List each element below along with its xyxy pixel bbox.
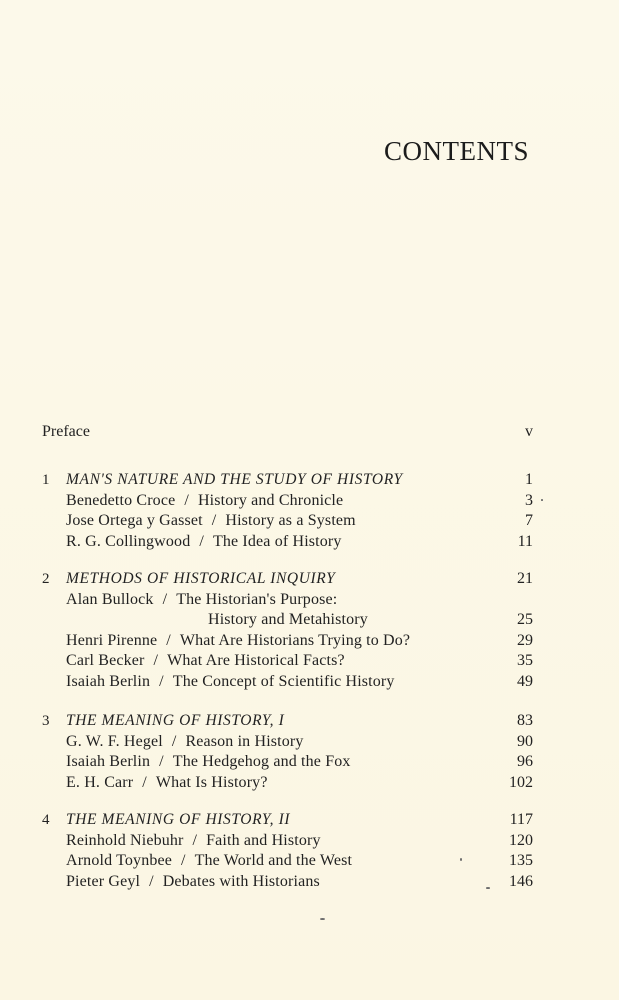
entry-work: The Historian's Purpose: <box>176 590 338 608</box>
entry-work: History and Chronicle <box>197 491 344 509</box>
entry-work: Faith and History <box>206 831 321 849</box>
section-number: 1 <box>42 472 50 488</box>
preface-label: Preface <box>42 423 90 440</box>
section-page: 117 <box>509 811 533 828</box>
toc-entry <box>42 872 533 893</box>
entry-author: Jose Ortega y Gasset <box>66 512 203 529</box>
entry-page: 120 <box>509 831 533 849</box>
entry-author: Carl Becker <box>66 652 145 669</box>
entry-separator: / <box>159 672 164 690</box>
section-2 <box>42 569 533 692</box>
preface-entry <box>42 423 533 441</box>
entry-separator: / <box>184 491 189 509</box>
entry-page: 11 <box>517 532 533 550</box>
section-number: 4 <box>42 812 50 828</box>
entry-separator: / <box>199 532 204 550</box>
section-page: 83 <box>517 712 533 729</box>
entry-page: 102 <box>509 773 533 791</box>
entry-author: R. G. Collingwood <box>66 532 191 550</box>
section-number: 3 <box>42 713 50 729</box>
entry-separator: / <box>211 512 217 529</box>
toc-entry <box>42 532 533 553</box>
entry-author: E. H. Carr <box>66 773 134 791</box>
section-title: MAN'S NATURE AND THE STUDY OF HISTORY <box>66 471 403 488</box>
entry-page: 90 <box>517 732 533 750</box>
toc-entry <box>42 672 533 693</box>
section-title: THE MEANING OF HISTORY, II <box>66 811 291 828</box>
section-title: METHODS OF HISTORICAL INQUIRY <box>66 570 336 587</box>
entry-work: What Are Historical Facts? <box>167 652 345 669</box>
entry-work: The Idea of History <box>212 532 342 550</box>
entry-page: 135 <box>509 852 533 869</box>
toc-entry <box>42 590 533 611</box>
entry-author: Isaiah Berlin <box>66 753 151 770</box>
section-title: THE MEANING OF HISTORY, I <box>66 712 285 729</box>
section-4 <box>42 810 533 892</box>
paper-speck <box>320 918 325 920</box>
entry-separator: / <box>149 872 154 890</box>
entry-author: Henri Pirenne <box>66 631 158 649</box>
paper-speck <box>486 887 490 889</box>
entry-author: Isaiah Berlin <box>66 672 151 690</box>
entry-work: The World and the West <box>194 852 353 869</box>
section-1 <box>42 470 533 552</box>
entry-work: What Is History? <box>155 773 268 791</box>
toc-entry <box>42 831 533 852</box>
preface-page: v <box>525 423 533 440</box>
toc-entry <box>42 732 533 753</box>
entry-page: 35 <box>517 652 533 669</box>
entry-author: Reinhold Niebuhr <box>66 831 184 849</box>
entry-page: 49 <box>517 672 533 690</box>
entry-separator: / <box>142 773 147 791</box>
entry-separator: / <box>159 753 164 770</box>
entry-separator: / <box>166 631 171 649</box>
paper-speck <box>460 858 462 861</box>
section-heading <box>42 569 533 590</box>
entry-work: What Are Historians Trying to Do? <box>179 631 411 649</box>
entry-author: Arnold Toynbee <box>66 852 172 869</box>
section-heading <box>42 470 533 491</box>
section-page: 1 <box>525 471 533 488</box>
toc-entry <box>42 491 533 512</box>
entry-separator: / <box>153 652 159 669</box>
entry-page: 7 <box>525 512 533 529</box>
toc-entry-continuation <box>42 610 533 631</box>
entry-page: 3 <box>525 491 533 509</box>
toc-entry <box>42 631 533 652</box>
page-title: CONTENTS <box>384 136 529 166</box>
toc-entry <box>42 511 533 532</box>
section-heading <box>42 810 533 831</box>
entry-work: History as a System <box>225 512 356 529</box>
paper-speck <box>541 499 543 501</box>
entry-work: Debates with Historians <box>162 872 320 890</box>
entry-page: 25 <box>517 611 533 628</box>
toc-entry <box>42 752 533 773</box>
entry-author: Benedetto Croce <box>66 491 176 509</box>
entry-work: The Concept of Scientific History <box>172 672 395 690</box>
entry-page: 146 <box>509 872 533 890</box>
section-page: 21 <box>517 570 533 587</box>
entry-author: Alan Bullock <box>66 590 154 608</box>
section-heading <box>42 711 533 732</box>
entry-separator: / <box>171 732 177 750</box>
entry-separator: / <box>181 852 186 869</box>
entry-page: 29 <box>517 631 533 649</box>
entry-author: Pieter Geyl <box>66 872 141 890</box>
toc-entry <box>42 851 533 872</box>
entry-separator: / <box>192 831 198 849</box>
entry-work: The Hedgehog and the Fox <box>172 753 351 770</box>
toc-entry <box>42 651 533 672</box>
entry-author: G. W. F. Hegel <box>66 732 163 750</box>
section-number: 2 <box>42 571 50 587</box>
entry-separator: / <box>162 590 168 608</box>
section-3 <box>42 711 533 793</box>
entry-page: 96 <box>517 753 533 770</box>
entry-work: Reason in History <box>185 732 304 750</box>
entry-work-continuation: History and Metahistory <box>208 611 368 628</box>
toc-entry <box>42 773 533 794</box>
